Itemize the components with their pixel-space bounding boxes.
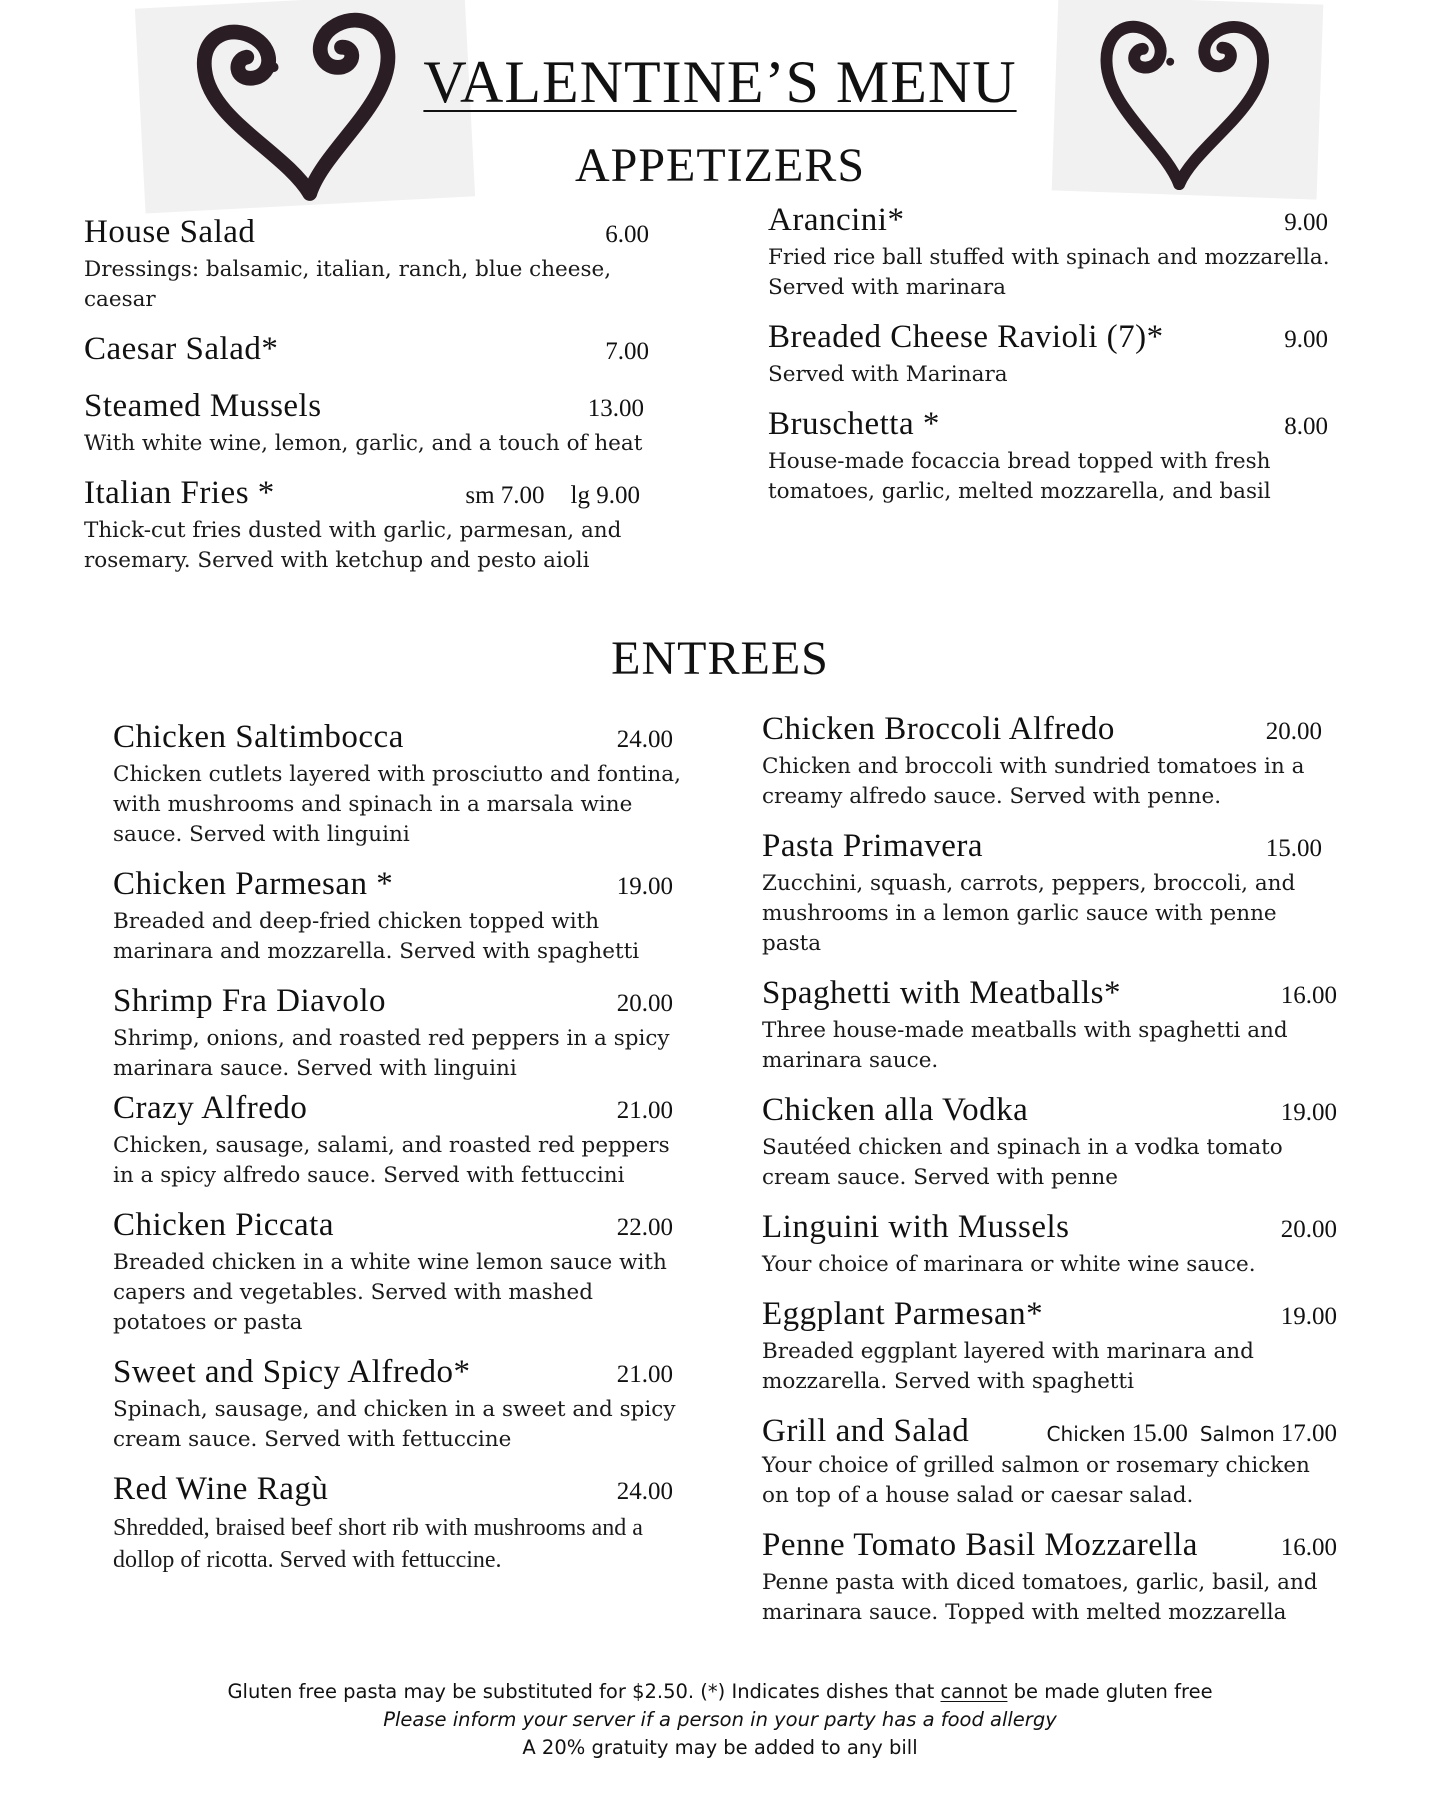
menu-item <box>762 1525 1342 1628</box>
item-price: 24.00 <box>616 726 673 753</box>
item-name: Chicken Saltimbocca <box>113 719 404 755</box>
item-price: 20.00 <box>1265 718 1322 745</box>
item-description: Thick-cut fries dusted with garlic, parmesan, and rosemary. Served with ketchup and pesto aioli <box>84 518 622 573</box>
item-price: 16.00 <box>1280 1534 1337 1561</box>
chicken-price: 15.00 <box>1131 1420 1188 1447</box>
item-price: 6.00 <box>605 221 649 248</box>
item-price: 20.00 <box>1280 1216 1337 1243</box>
item-description: Dressings: balsamic, italian, ranch, blue cheese, caesar <box>84 257 612 312</box>
menu-item <box>762 1294 1342 1397</box>
item-name: Italian Fries * <box>84 475 275 511</box>
gluten-note-emphasis: cannot <box>940 1680 1008 1703</box>
menu-item <box>113 1469 683 1576</box>
page-title: VALENTINE’S MENU <box>423 49 1017 115</box>
item-name: Linguini with Mussels <box>762 1209 1070 1245</box>
item-name: Caesar Salad* <box>84 331 279 367</box>
gratuity-note: A 20% gratuity may be added to any bill <box>522 1736 918 1759</box>
item-price: 16.00 <box>1280 982 1337 1009</box>
item-description: Shredded, braised beef short rib with mushrooms and a dollop of ricotta. Served with fettuccine. <box>113 1515 643 1573</box>
item-price: 15.00 <box>1265 835 1322 862</box>
item-name: Pasta Primavera <box>762 828 984 864</box>
item-description: With white wine, lemon, garlic, and a touch of heat <box>84 431 643 456</box>
menu-item <box>113 1088 683 1191</box>
item-name: Chicken Parmesan * <box>113 866 394 902</box>
menu-item <box>768 404 1338 507</box>
item-description: Served with Marinara <box>768 362 1008 387</box>
footer-notes <box>0 1678 1440 1762</box>
salmon-label: Salmon <box>1199 1422 1275 1446</box>
entrees-left-column <box>113 717 683 1590</box>
item-name: Penne Tomato Basil Mozzarella <box>762 1527 1198 1563</box>
item-price-large: lg 9.00 <box>570 482 640 509</box>
item-name: Bruschetta * <box>768 406 940 442</box>
menu-item <box>84 473 654 576</box>
menu-item <box>762 826 1342 959</box>
item-name: Eggplant Parmesan* <box>762 1296 1044 1332</box>
item-price-options <box>1047 1420 1337 1448</box>
item-price: 7.00 <box>605 338 649 365</box>
item-description: Your choice of grilled salmon or rosemary chicken on top of a house salad or caesar salad. <box>762 1453 1310 1508</box>
item-description: Chicken, sausage, salami, and roasted red peppers in a spicy alfredo sauce. Served with fettuccini <box>113 1133 670 1188</box>
menu-item <box>768 317 1338 390</box>
item-name: Breaded Cheese Ravioli (7)* <box>768 319 1164 355</box>
item-description: Penne pasta with diced tomatoes, garlic, basil, and marinara sauce. Topped with melted mozzarella <box>762 1570 1318 1625</box>
entrees-right-column <box>762 709 1342 1642</box>
item-name: Grill and Salad <box>762 1413 970 1449</box>
appetizers-heading: APPETIZERS <box>574 139 866 192</box>
menu-item <box>768 200 1338 303</box>
appetizers-left-column <box>84 212 654 590</box>
item-price: 9.00 <box>1284 326 1328 353</box>
item-description: Three house-made meatballs with spaghetti and marinara sauce. <box>762 1018 1288 1073</box>
item-price: 8.00 <box>1284 413 1328 440</box>
item-price: 19.00 <box>616 873 673 900</box>
menu-item <box>762 1090 1342 1193</box>
gluten-free-note <box>0 1678 1440 1706</box>
item-price: 9.00 <box>1284 209 1328 236</box>
item-name: Shrimp Fra Diavolo <box>113 983 386 1019</box>
item-price: 22.00 <box>616 1214 673 1241</box>
item-name: Sweet and Spicy Alfredo* <box>113 1354 471 1390</box>
chicken-label: Chicken <box>1046 1422 1126 1446</box>
item-price: 19.00 <box>1280 1303 1337 1330</box>
menu-item <box>84 329 654 372</box>
item-price-small: sm 7.00 <box>465 482 545 509</box>
menu-item <box>762 709 1342 812</box>
item-price: 24.00 <box>616 1478 673 1505</box>
menu-item <box>84 386 654 459</box>
item-name: Chicken Piccata <box>113 1207 335 1243</box>
item-name: Chicken Broccoli Alfredo <box>762 711 1115 747</box>
item-description: Breaded chicken in a white wine lemon sauce with capers and vegetables. Served with mashed potatoes or pasta <box>113 1250 667 1335</box>
item-name: Steamed Mussels <box>84 388 322 424</box>
item-description: Breaded eggplant layered with marinara and mozzarella. Served with spaghetti <box>762 1339 1254 1394</box>
item-description: Your choice of marinara or white wine sauce. <box>762 1252 1256 1277</box>
gluten-note-end: be made gluten free <box>1007 1680 1213 1703</box>
menu-item <box>113 1352 683 1455</box>
menu-item <box>762 1207 1342 1280</box>
menu-item <box>113 981 683 1084</box>
item-name: Chicken alla Vodka <box>762 1092 1029 1128</box>
appetizers-right-column <box>768 200 1338 521</box>
item-name: House Salad <box>84 214 256 250</box>
item-name: Arancini* <box>768 202 905 238</box>
item-price: 21.00 <box>616 1361 673 1388</box>
item-description: Chicken and broccoli with sundried tomatoes in a creamy alfredo sauce. Served with penne. <box>762 754 1305 809</box>
menu-item <box>113 717 683 850</box>
item-price: 20.00 <box>616 990 673 1017</box>
item-name: Crazy Alfredo <box>113 1090 308 1126</box>
item-price: 13.00 <box>587 395 644 422</box>
gluten-note-start: Gluten free pasta may be substituted for $2.50. (*) Indicates dishes that <box>227 1680 941 1703</box>
allergy-note: Please inform your server if a person in your party has a food allergy <box>383 1708 1057 1731</box>
item-price: 19.00 <box>1280 1099 1337 1126</box>
menu-item <box>762 973 1342 1076</box>
item-description: Sautéed chicken and spinach in a vodka tomato cream sauce. Served with penne <box>762 1135 1283 1190</box>
item-description: Fried rice ball stuffed with spinach and mozzarella. Served with marinara <box>768 245 1330 300</box>
item-price: 21.00 <box>616 1097 673 1124</box>
item-name: Spaghetti with Meatballs* <box>762 975 1121 1011</box>
menu-item <box>84 212 654 315</box>
item-description: Chicken cutlets layered with prosciutto and fontina, with mushrooms and spinach in a marsala wine sauce. Served with linguini <box>113 762 681 847</box>
entrees-heading: ENTREES <box>611 632 829 685</box>
item-description: Zucchini, squash, carrots, peppers, broccoli, and mushrooms in a lemon garlic sauce with penne pasta <box>762 871 1296 956</box>
item-name: Red Wine Ragù <box>113 1471 329 1507</box>
item-description: House-made focaccia bread topped with fresh tomatoes, garlic, melted mozzarella, and basil <box>768 449 1271 504</box>
salmon-price: 17.00 <box>1280 1420 1337 1447</box>
item-description: Spinach, sausage, and chicken in a sweet and spicy cream sauce. Served with fettuccine <box>113 1397 676 1452</box>
item-description: Breaded and deep-fried chicken topped with marinara and mozzarella. Served with spaghetti <box>113 909 640 964</box>
menu-item <box>762 1411 1342 1511</box>
menu-item <box>113 864 683 967</box>
item-description: Shrimp, onions, and roasted red peppers in a spicy marinara sauce. Served with linguini <box>113 1026 670 1081</box>
menu-item <box>113 1205 683 1338</box>
